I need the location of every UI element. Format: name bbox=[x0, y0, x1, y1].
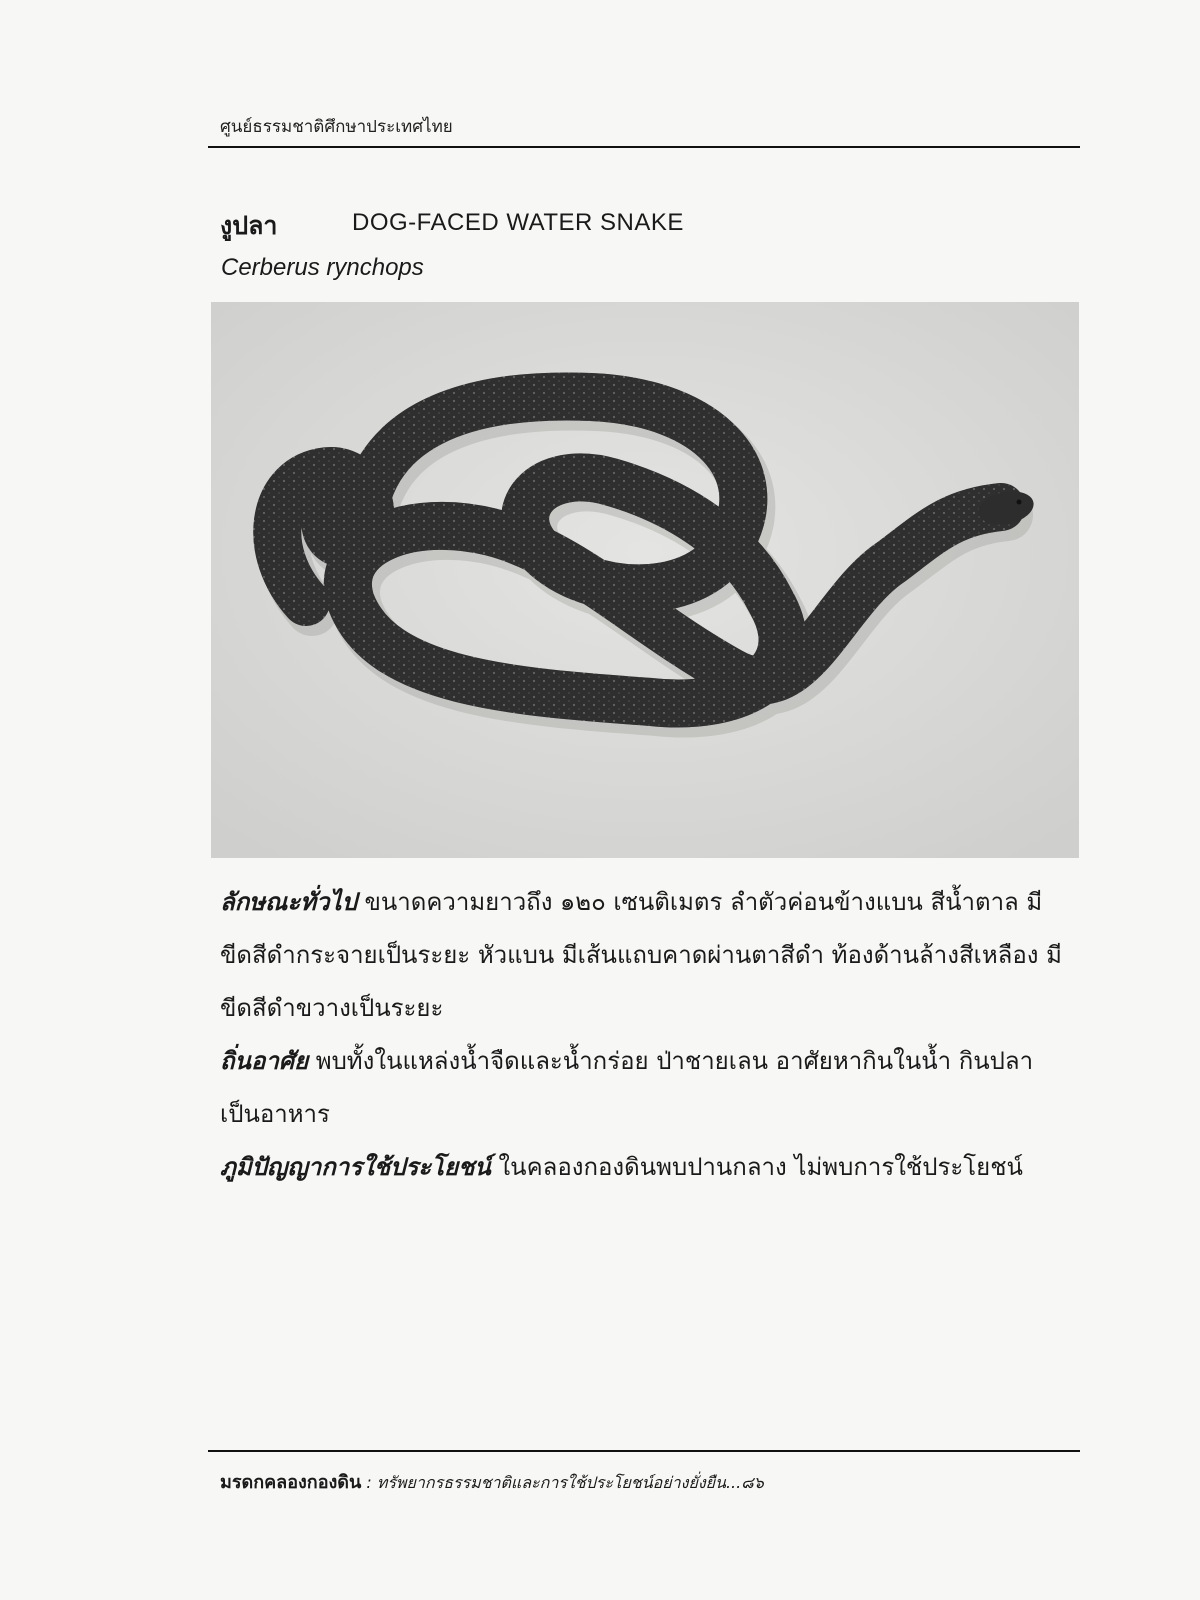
footer-rule bbox=[208, 1450, 1080, 1452]
species-thai-name: งูปลา bbox=[220, 211, 278, 240]
general-label: ลักษณะทั่วไป bbox=[220, 888, 357, 916]
habitat-paragraph bbox=[220, 1035, 1070, 1141]
snake-photo bbox=[211, 302, 1079, 858]
snake-illustration bbox=[211, 302, 1079, 858]
general-paragraph bbox=[220, 876, 1070, 1035]
footer-subtitle: : ทรัพยากรธรรมชาติและการใช้ประโยชน์อย่างยั่งยืน... bbox=[361, 1473, 742, 1492]
species-scientific-name: Cerberus rynchops bbox=[221, 254, 424, 281]
wisdom-paragraph bbox=[220, 1141, 1070, 1194]
habitat-label: ถิ่นอาศัย bbox=[220, 1047, 309, 1075]
species-description bbox=[220, 876, 1070, 1194]
wisdom-label: ภูมิปัญญาการใช้ประโยชน์ bbox=[220, 1153, 491, 1181]
general-text: ขนาดความยาวถึง ๑๒๐ เซนติเมตร ลำตัวค่อนข้างแบน สีน้ำตาล มีขีดสีดำกระจายเป็นระยะ หัวแบน มีเส้นแถบคาดผ่านตาสีดำ ท้องด้านล้างสีเหลือง มีขีดสีดำขวางเป็นระยะ bbox=[220, 888, 1062, 1022]
page-number: ๘๖ bbox=[741, 1473, 764, 1492]
header-rule bbox=[208, 146, 1080, 148]
page-footer bbox=[220, 1467, 764, 1496]
habitat-text: พบทั้งในแหล่งน้ำจืดและน้ำกร่อย ป่าชายเลน อาศัยหากินในน้ำ กินปลาเป็นอาหาร bbox=[220, 1047, 1034, 1128]
running-header: ศูนย์ธรรมชาติศึกษาประเทศไทย bbox=[220, 117, 453, 137]
species-english-name: DOG-FACED WATER SNAKE bbox=[352, 209, 684, 236]
footer-book-title: มรดกคลองกองดิน bbox=[220, 1472, 362, 1493]
wisdom-text: ในคลองกองดินพบปานกลาง ไม่พบการใช้ประโยชน์ bbox=[490, 1153, 1023, 1181]
